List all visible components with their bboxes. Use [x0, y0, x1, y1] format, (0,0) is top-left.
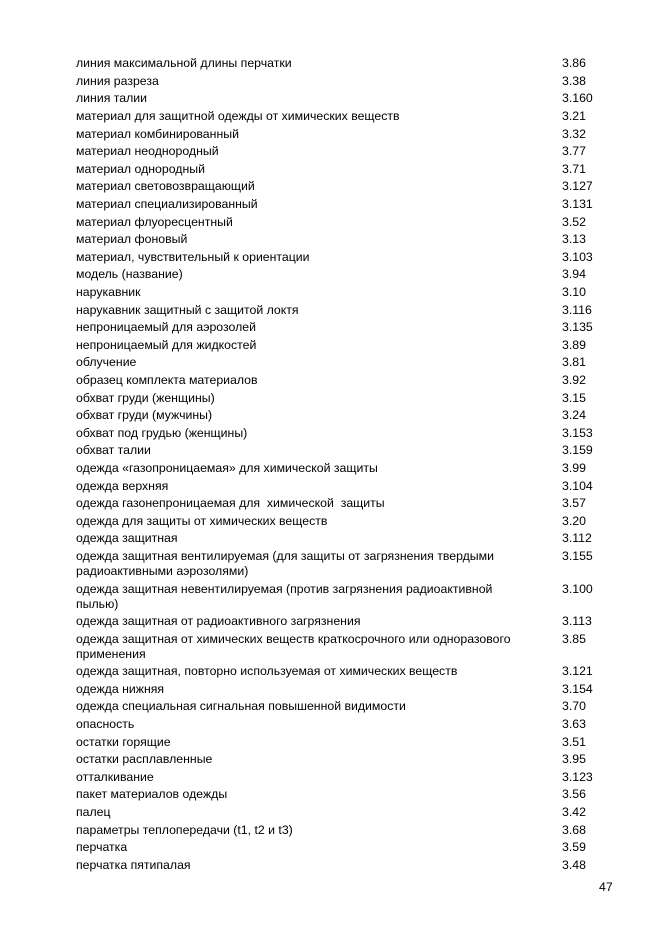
index-term: пакет материалов одежды	[76, 787, 228, 802]
index-term: облучение	[76, 355, 137, 370]
index-term: одежда защитная от химических веществ краткосрочного или одноразового применения	[76, 631, 511, 661]
index-entry	[76, 55, 596, 73]
index-term: материал для защитной одежды от химических веществ	[76, 109, 400, 124]
index-ref: 3.59	[562, 840, 586, 855]
index-term: одежда защитная	[76, 531, 178, 546]
index-entry	[76, 681, 596, 699]
index-term: одежда специальная сигнальная повышенной видимости	[76, 699, 406, 714]
index-entry	[76, 372, 596, 390]
index-entry	[76, 630, 596, 663]
index-entry	[76, 495, 596, 513]
index-ref: 3.92	[562, 372, 586, 387]
index-entry	[76, 389, 596, 407]
index-term: одежда защитная, повторно используемая от химических веществ	[76, 664, 458, 679]
index-entry	[76, 108, 596, 126]
index-term: линия максимальной длины перчатки	[76, 56, 292, 71]
index-ref: 3.100	[562, 581, 593, 596]
index-term: материал, чувствительный к ориентации	[76, 249, 310, 264]
index-ref: 3.113	[562, 614, 592, 629]
index-entry	[76, 716, 596, 734]
index-entry	[76, 337, 596, 355]
index-ref: 3.154	[562, 681, 593, 696]
index-term: перчатка	[76, 840, 128, 855]
index-ref: 3.70	[562, 699, 586, 714]
index-term: материал однородный	[76, 161, 205, 176]
index-entry	[76, 580, 596, 613]
index-entry	[76, 548, 596, 581]
index-term: одежда верхняя	[76, 478, 169, 493]
index-entry	[76, 530, 596, 548]
index-term: непроницаемый для жидкостей	[76, 337, 257, 352]
index-term: одежда газонепроницаемая для химической защиты	[76, 496, 385, 511]
index-term: материал специализированный	[76, 197, 258, 212]
index-entry	[76, 213, 596, 231]
index-term: параметры теплопередачи (t1, t2 и t3)	[76, 822, 293, 837]
index-term: материал фоновый	[76, 232, 188, 247]
index-term: одежда защитная от радиоактивного загрязнения	[76, 614, 361, 629]
index-ref: 3.52	[562, 214, 586, 229]
index-ref: 3.77	[562, 144, 586, 159]
index-term: перчатка пятипалая	[76, 857, 191, 872]
index-ref: 3.15	[562, 390, 586, 405]
index-term: обхват груди (женщины)	[76, 390, 215, 405]
index-ref: 3.10	[562, 285, 586, 300]
index-entry	[76, 301, 596, 319]
index-entry	[76, 839, 596, 857]
index-term: материал флуоресцентный	[76, 214, 233, 229]
index-term: линия талии	[76, 91, 148, 106]
index-entry	[76, 698, 596, 716]
index-term: обхват под грудью (женщины)	[76, 425, 248, 440]
index-ref: 3.48	[562, 857, 586, 872]
index-entry	[76, 143, 596, 161]
alphabetical-index	[76, 55, 596, 874]
index-entry	[76, 751, 596, 769]
index-ref: 3.86	[562, 56, 586, 71]
index-ref: 3.95	[562, 752, 586, 767]
index-entry	[76, 512, 596, 530]
index-ref: 3.159	[562, 443, 593, 458]
index-ref: 3.71	[562, 161, 586, 176]
index-entry	[76, 178, 596, 196]
index-ref: 3.135	[562, 320, 593, 335]
index-ref: 3.56	[562, 787, 586, 802]
index-ref: 3.21	[562, 109, 586, 124]
index-ref: 3.89	[562, 337, 586, 352]
index-entry	[76, 266, 596, 284]
index-ref: 3.131	[562, 197, 593, 212]
index-ref: 3.68	[562, 822, 586, 837]
index-entry	[76, 125, 596, 143]
index-ref: 3.103	[562, 249, 593, 264]
index-term: линия разреза	[76, 73, 159, 88]
index-term: обхват груди (мужчины)	[76, 408, 213, 423]
index-ref: 3.160	[562, 91, 593, 106]
index-entry	[76, 249, 596, 267]
index-ref: 3.85	[562, 631, 586, 646]
index-ref: 3.20	[562, 513, 586, 528]
index-entry	[76, 196, 596, 214]
index-term: остатки горящие	[76, 734, 171, 749]
index-ref: 3.99	[562, 460, 586, 475]
index-term: одежда защитная вентилируемая (для защиты от загрязнения твердыми радиоактивными аэрозолями)	[76, 548, 494, 578]
index-entry	[76, 442, 596, 460]
index-term: одежда защитная невентилируемая (против загрязнения радиоактивной пылью)	[76, 581, 493, 611]
index-entry	[76, 769, 596, 787]
index-ref: 3.51	[562, 734, 586, 749]
index-ref: 3.38	[562, 73, 586, 88]
index-entry	[76, 733, 596, 751]
index-term: непроницаемый для аэрозолей	[76, 320, 256, 335]
index-term: одежда нижняя	[76, 681, 165, 696]
index-entry	[76, 821, 596, 839]
index-ref: 3.42	[562, 805, 586, 820]
index-term: палец	[76, 805, 111, 820]
index-entry	[76, 161, 596, 179]
index-ref: 3.153	[562, 425, 593, 440]
index-term: опасность	[76, 717, 135, 732]
index-term: материал неоднородный	[76, 144, 219, 159]
index-ref: 3.94	[562, 267, 586, 282]
index-ref: 3.57	[562, 496, 586, 511]
index-ref: 3.116	[562, 302, 592, 317]
index-entry	[76, 284, 596, 302]
index-entry	[76, 663, 596, 681]
index-entry	[76, 319, 596, 337]
index-ref: 3.104	[562, 478, 593, 493]
index-ref: 3.127	[562, 179, 593, 194]
index-ref: 3.112	[562, 531, 592, 546]
index-term: модель (название)	[76, 267, 183, 282]
index-term: остатки расплавленные	[76, 752, 213, 767]
index-ref: 3.123	[562, 769, 593, 784]
index-term: нарукавник	[76, 285, 141, 300]
index-entry	[76, 613, 596, 631]
index-term: нарукавник защитный с защитой локтя	[76, 302, 299, 317]
index-entry	[76, 460, 596, 478]
index-entry	[76, 231, 596, 249]
index-ref: 3.155	[562, 548, 593, 563]
index-entry	[76, 857, 596, 875]
index-ref: 3.121	[562, 664, 593, 679]
index-entry	[76, 73, 596, 91]
index-term: материал световозвращающий	[76, 179, 255, 194]
index-entry	[76, 90, 596, 108]
index-ref: 3.81	[562, 355, 586, 370]
index-term: образец комплекта материалов	[76, 372, 258, 387]
index-term: одежда «газопроницаемая» для химической защиты	[76, 460, 378, 475]
index-entry	[76, 477, 596, 495]
index-term: обхват талии	[76, 443, 151, 458]
index-ref: 3.63	[562, 717, 586, 732]
index-term: отталкивание	[76, 769, 154, 784]
page-number: 47	[599, 880, 613, 894]
index-ref: 3.32	[562, 126, 586, 141]
index-entry	[76, 354, 596, 372]
index-ref: 3.24	[562, 408, 586, 423]
index-ref: 3.13	[562, 232, 586, 247]
index-entry	[76, 407, 596, 425]
index-term: материал комбинированный	[76, 126, 239, 141]
index-entry	[76, 786, 596, 804]
index-term: одежда для защиты от химических веществ	[76, 513, 328, 528]
index-entry	[76, 424, 596, 442]
index-entry	[76, 804, 596, 822]
